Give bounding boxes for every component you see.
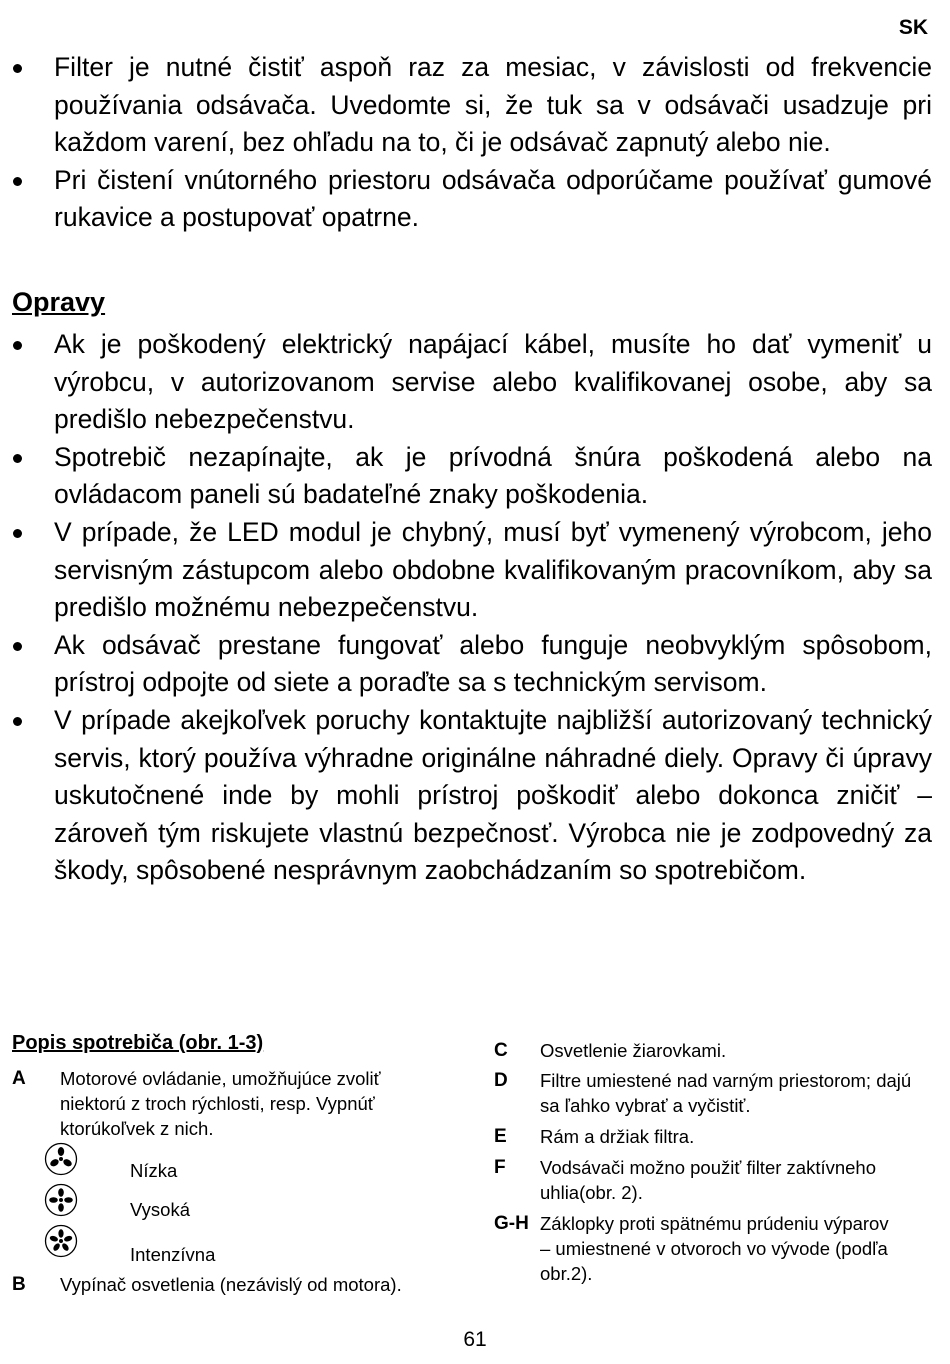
list-item bbox=[0, 627, 950, 702]
list-item bbox=[0, 514, 950, 627]
item-letter-d: D bbox=[494, 1070, 508, 1091]
repairs-bullet-list bbox=[0, 326, 950, 890]
page-number: 61 bbox=[463, 1328, 487, 1351]
item-text-f: Vodsávači možno použiť filter zaktívneho uhlia(obr. 2). bbox=[540, 1157, 877, 1203]
item-letter-b: B bbox=[12, 1274, 26, 1295]
bullet-dot bbox=[13, 177, 22, 186]
item-text-c: Osvetlenie žiarovkami. bbox=[540, 1040, 727, 1061]
speed-label-low: Nízka bbox=[130, 1160, 178, 1181]
bullet-dot bbox=[13, 64, 22, 73]
item-text-e: Rám a držiak filtra. bbox=[540, 1126, 695, 1147]
bullet-text: V prípade akejkoľvek poruchy kontaktujte najbližší autorizovaný technický servis, ktorý používa výhradne originálne náhradné diely. Opravy či úpravy uskutočnené inde by mohli prístroj poškodiť alebo dokonca zničiť – zároveň tým riskujete vlastnú bezpečnosť. Výrobca nie je zodpovedný za škody, spôsobené nesprávnym zaobchádzaním so spotrebičom. bbox=[54, 704, 932, 886]
bullet-text: Spotrebič nezapínajte, ak je prívodná šnúra poškodená alebo na ovládacom paneli sú badateľné znaky poškodenia. bbox=[54, 441, 932, 510]
bullet-text: Ak odsávač prestane fungovať alebo funguje neobvyklým spôsobom, prístroj odpojte od siete a poraďte sa s technickým servisom. bbox=[54, 629, 932, 698]
bullet-text: V prípade, že LED modul je chybný, musí byť vymenený výrobcom, jeho servisným zástupcom alebo obdobne kvalifikovaným pracovníkom, aby sa predišlo možnému nebezpečenstvu. bbox=[54, 516, 932, 623]
item-letter-a: A bbox=[12, 1068, 26, 1089]
language-code: SK bbox=[898, 16, 928, 39]
item-letter-c: C bbox=[494, 1040, 508, 1061]
item-letter-e: E bbox=[494, 1126, 507, 1147]
bullet-text: Filter je nutné čistiť aspoň raz za mesiac, v závislosti od frekvencie používania odsávača. Uvedomte si, že tuk sa v odsávači usadzuje pri každom varení, bez ohľadu na to, či je odsávač zapnutý alebo nie. bbox=[54, 52, 932, 158]
item-text-a: Motorové ovládanie, umožňujúce zvoliť niektorú z troch rýchlosti, resp. Vypnúť ktorúkoľvek z nich. bbox=[60, 1068, 381, 1139]
item-letter-gh: G-H bbox=[494, 1213, 529, 1234]
list-item bbox=[0, 702, 950, 890]
description-heading: Popis spotrebiča (obr. 1-3) bbox=[12, 1032, 264, 1054]
bullet-text: Ak je poškodený elektrický napájací kábel, musíte ho dať vymeniť u výrobcu, v autorizovanom servise alebo kvalifikovanej osobe, aby sa predišlo nebezpečenstvu. bbox=[54, 329, 932, 435]
list-item bbox=[0, 439, 950, 514]
item-letter-f: F bbox=[494, 1157, 506, 1178]
speed-label-intensive: Intenzívna bbox=[130, 1244, 216, 1265]
fan-low-icon bbox=[44, 1142, 78, 1176]
list-item bbox=[0, 326, 950, 439]
bullet-dot bbox=[13, 529, 22, 538]
item-text-d: Filtre umiestené nad varným priestorom; dajú sa ľahko vybrať a vyčistiť. bbox=[540, 1070, 912, 1116]
item-text-b: Vypínač osvetlenia (nezávislý od motora). bbox=[60, 1274, 402, 1295]
bullet-text: Pri čistení vnútorného priestoru odsávača odporúčame používať gumové rukavice a postupovať opatrne. bbox=[54, 164, 932, 233]
bullet-dot bbox=[13, 454, 22, 463]
list-item bbox=[0, 162, 950, 237]
speed-label-high: Vysoká bbox=[130, 1199, 190, 1220]
bullet-dot bbox=[13, 341, 22, 350]
bullet-dot bbox=[13, 717, 22, 726]
item-text-gh: Záklopky proti spätnému prúdeniu výparov – umiestnené v otvoroch vo vývode (podľa obr.2). bbox=[540, 1213, 889, 1284]
repairs-heading: Opravy bbox=[12, 287, 106, 317]
list-item bbox=[0, 49, 950, 162]
care-bullet-list bbox=[0, 49, 950, 237]
fan-high-icon bbox=[44, 1183, 78, 1217]
fan-intensive-icon bbox=[44, 1224, 78, 1258]
bullet-dot bbox=[13, 642, 22, 651]
